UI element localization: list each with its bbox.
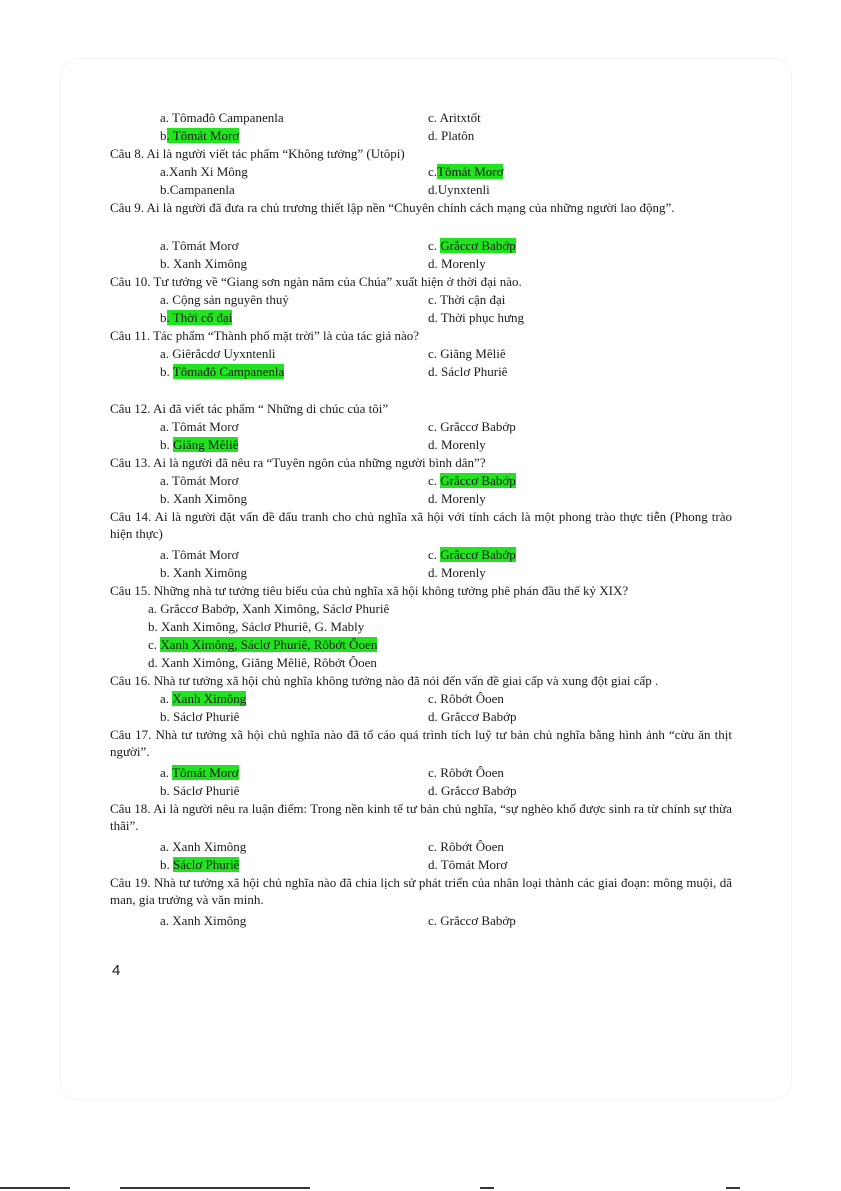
- option-letter: c.: [428, 765, 441, 780]
- answer-option: [148, 654, 377, 671]
- option-text: Thời phục hưng: [440, 310, 525, 325]
- option-letter: a.: [160, 346, 173, 361]
- option-text: Cộng sản nguyên thuỷ: [172, 292, 289, 307]
- option-text: Xanh Ximông: [172, 691, 247, 706]
- answer-option: [160, 291, 289, 308]
- option-text: Sáclơ Phuriê: [441, 364, 508, 379]
- option-text: Thời cận đại: [440, 292, 506, 307]
- option-text: Rôbớt Ôoen: [440, 691, 504, 706]
- option-letter: d.: [428, 310, 441, 325]
- option-letter: c.: [428, 839, 441, 854]
- answer-option: [428, 856, 507, 873]
- answer-option-highlighted: [428, 237, 516, 254]
- answer-option: [160, 109, 284, 126]
- option-letter: d.: [428, 857, 441, 872]
- question-text: Câu 8. Ai là người viết tác phẩm “Không tưởng” (Utôpi): [110, 146, 405, 161]
- answer-option-highlighted: [428, 546, 516, 563]
- option-letter: a.: [160, 110, 173, 125]
- answer-option: [428, 363, 507, 380]
- answer-option: [428, 418, 516, 435]
- bottom-scan-marks: [0, 1184, 841, 1191]
- answer-option: [428, 838, 504, 855]
- option-letter: c.: [428, 346, 441, 361]
- answer-option: [160, 255, 247, 272]
- answer-option: [160, 912, 246, 929]
- option-text: Tômát Morơ: [440, 857, 508, 872]
- option-text: . Tômát Morơ: [166, 128, 240, 143]
- answer-option: [428, 690, 504, 707]
- option-letter: d.: [148, 655, 161, 670]
- option-letter: d.: [428, 437, 441, 452]
- option-letter: b.: [160, 709, 173, 724]
- option-letter: d.: [428, 256, 441, 271]
- option-letter: a.: [160, 164, 170, 179]
- option-letter: a.: [160, 839, 173, 854]
- answer-option: [428, 782, 516, 799]
- question-text: Câu 10. Tư tưởng về “Giang sơn ngàn năm của Chúa” xuất hiện ở thời đại nào.: [110, 274, 522, 289]
- option-text: Grắccơ Babớp: [440, 913, 516, 928]
- option-text: Sáclơ Phuriê: [173, 783, 240, 798]
- option-letter: c.: [428, 419, 441, 434]
- option-letter: d.: [428, 491, 441, 506]
- option-text: Xanh Ximông: [172, 839, 247, 854]
- option-letter: a.: [148, 601, 161, 616]
- option-text: Platôn: [441, 128, 475, 143]
- option-text: Tômađô Campanenla: [172, 110, 284, 125]
- option-letter: a.: [160, 691, 173, 706]
- option-text: Tômát Morơ: [172, 473, 239, 488]
- answer-option: [428, 564, 486, 581]
- option-letter: b.: [160, 783, 173, 798]
- option-text: Grắccơ Babớp: [440, 419, 516, 434]
- answer-option: [428, 436, 486, 453]
- option-letter: d.: [428, 565, 441, 580]
- option-text: Grắccơ Babớp: [441, 783, 517, 798]
- answer-option-highlighted: [160, 363, 284, 380]
- option-text: Morenly: [441, 256, 486, 271]
- answer-option: [160, 490, 247, 507]
- option-letter: c.: [428, 547, 441, 562]
- option-text: Xanh Ximông: [173, 565, 248, 580]
- option-letter: d.: [428, 783, 441, 798]
- answer-option: [160, 782, 239, 799]
- question-text: Câu 16. Nhà tư tưởng xã hội chủ nghĩa không tưởng nào đã nói đến vấn đề giai cấp và xung đột giai cấp .: [110, 673, 659, 688]
- option-letter: b.: [160, 565, 173, 580]
- answer-option: [428, 309, 524, 326]
- question-text: Câu 11. Tác phẩm “Thành phố mặt trời” là của tác giả nào?: [110, 328, 420, 343]
- answer-option: [428, 345, 506, 362]
- option-letter: d.: [428, 182, 438, 197]
- option-text: Rôbớt Ôoen: [440, 765, 504, 780]
- answer-option: [428, 127, 474, 144]
- option-letter: c.: [428, 238, 441, 253]
- option-text: Xanh Ximông, Sáclơ Phuriê, G. Mably: [161, 619, 365, 634]
- option-text: Xanh Ximông: [173, 491, 248, 506]
- option-letter: a.: [160, 419, 173, 434]
- answer-option: [160, 708, 239, 725]
- option-text: Tômát Morơ: [172, 238, 239, 253]
- option-text: Sáclơ Phuriê: [173, 857, 240, 872]
- option-letter: a.: [160, 913, 173, 928]
- option-letter: c.: [428, 164, 438, 179]
- answer-option-highlighted: [160, 690, 246, 707]
- answer-option: [160, 345, 276, 362]
- answer-option: [160, 418, 239, 435]
- answer-option: [428, 490, 486, 507]
- option-text: Grắccơ Babớp: [440, 473, 516, 488]
- answer-option-highlighted: [428, 163, 503, 180]
- option-text: Morenly: [441, 565, 486, 580]
- option-text: Grắccơ Babớp: [440, 238, 516, 253]
- option-letter: c.: [428, 913, 441, 928]
- answer-option: [160, 163, 248, 180]
- page-number: 4: [112, 962, 121, 979]
- answer-option: [428, 912, 516, 929]
- option-text: Rôbớt Ôoen: [440, 839, 504, 854]
- answer-option: [160, 546, 239, 563]
- answer-option: [428, 181, 490, 198]
- option-text: Grắccơ Babớp: [441, 709, 517, 724]
- option-letter: a.: [160, 765, 173, 780]
- option-text: Morenly: [441, 491, 486, 506]
- answer-option: [428, 708, 516, 725]
- option-letter: c.: [428, 691, 441, 706]
- option-letter: b.: [160, 182, 170, 197]
- option-text: . Thời cổ đại: [166, 310, 233, 325]
- option-text: Xanh Ximông, Giăng Mêliê, Rôbớt Ôoen: [161, 655, 377, 670]
- option-letter: d.: [428, 709, 441, 724]
- question-text: Câu 13. Ai là người đã nêu ra “Tuyên ngôn của những người bình dân”?: [110, 455, 486, 470]
- option-letter: c.: [428, 292, 441, 307]
- answer-option-highlighted: [160, 764, 239, 781]
- answer-option: [428, 291, 505, 308]
- answer-option-highlighted: [160, 309, 232, 326]
- answer-option: [160, 472, 239, 489]
- answer-option-highlighted: [428, 472, 516, 489]
- option-text: Giăng Mêliê: [440, 346, 506, 361]
- option-letter: a.: [160, 292, 173, 307]
- question-text: Câu 15. Những nhà tư tưởng tiêu biểu của chủ nghĩa xã hội không tưởng phê phán đầu thế kỷ XIX?: [110, 583, 629, 598]
- option-letter: b: [160, 310, 167, 325]
- answer-option-highlighted: [160, 856, 239, 873]
- option-letter: a.: [160, 547, 173, 562]
- question-text: Câu 14. Ai là người đặt vấn đề đấu tranh cho chủ nghĩa xã hội với tính cách là một phong trào thực tiễn (Phong trào hiện thực): [110, 509, 732, 541]
- option-text: Xanh Xi Mông: [169, 164, 248, 179]
- option-letter: b.: [148, 619, 161, 634]
- option-text: Morenly: [441, 437, 486, 452]
- question-text: Câu 17. Nhà tư tưởng xã hội chủ nghĩa nào đã tố cáo quá trình tích luỹ tư bản chủ nghĩa bằng hình ảnh “cừu ăn thịt người”.: [110, 727, 732, 759]
- option-text: Xanh Ximông: [172, 913, 247, 928]
- option-letter: d.: [428, 364, 441, 379]
- option-text: Giêrắcdơ Uyxntenli: [172, 346, 276, 361]
- answer-option: [428, 255, 486, 272]
- option-letter: b.: [160, 491, 173, 506]
- answer-option: [160, 838, 246, 855]
- answer-option: [160, 181, 235, 198]
- option-text: Giăng Mêliê: [173, 437, 239, 452]
- option-letter: c.: [428, 110, 440, 125]
- option-letter: b: [160, 128, 167, 143]
- answer-option: [428, 109, 481, 126]
- option-letter: c.: [148, 637, 161, 652]
- answer-option: [148, 618, 364, 635]
- question-text: Câu 18. Ai là người nêu ra luận điểm: Trong nền kinh tế tư bản chủ nghĩa, “sự nghèo khổ được sinh ra từ chính sự thừa thãi”.: [110, 801, 732, 833]
- option-text: Tômađô Campanenla: [172, 364, 285, 379]
- option-letter: b.: [160, 256, 173, 271]
- option-text: Tômát Morơ: [437, 164, 504, 179]
- option-text: Xanh Ximông: [173, 256, 248, 271]
- option-text: Aritxtốt: [439, 110, 481, 125]
- question-text: Câu 12. Ai đã viết tác phẩm “ Những di chúc của tôi”: [110, 401, 389, 416]
- answer-option-highlighted: [160, 436, 238, 453]
- answer-option-highlighted: [160, 127, 239, 144]
- option-letter: c.: [428, 473, 441, 488]
- answer-option: [160, 564, 247, 581]
- option-text: Sáclơ Phuriê: [173, 709, 240, 724]
- option-letter: a.: [160, 473, 173, 488]
- option-text: Grắccơ Babớp: [440, 547, 516, 562]
- question-text: Câu 9. Ai là người đã đưa ra chủ trương thiết lập nền “Chuyên chính cách mạng của những người lao động”.: [110, 200, 675, 215]
- option-text: Uynxtenli: [437, 182, 490, 197]
- option-text: Campanenla: [169, 182, 235, 197]
- option-text: Xanh Ximông, Sáclơ Phuriê, Rôbớt Ôoen: [160, 637, 378, 652]
- question-text: Câu 19. Nhà tư tưởng xã hội chủ nghĩa nào đã chia lịch sử phát triển của nhân loại thành các giai đoạn: mông muội, dã man, gia trưởng và văn minh.: [110, 875, 732, 907]
- option-letter: b.: [160, 364, 173, 379]
- option-text: Tômát Morơ: [172, 547, 239, 562]
- option-text: Grắccơ Babớp, Xanh Ximông, Sáclơ Phuriê: [160, 601, 390, 616]
- option-letter: a.: [160, 238, 173, 253]
- answer-option: [148, 600, 389, 617]
- option-letter: b.: [160, 857, 173, 872]
- option-letter: b.: [160, 437, 173, 452]
- answer-option: [428, 764, 504, 781]
- option-text: Tômát Morơ: [172, 419, 239, 434]
- answer-option: [160, 237, 239, 254]
- answer-option-highlighted: [148, 636, 377, 653]
- option-letter: d.: [428, 128, 441, 143]
- option-text: Tômát Morơ: [172, 765, 239, 780]
